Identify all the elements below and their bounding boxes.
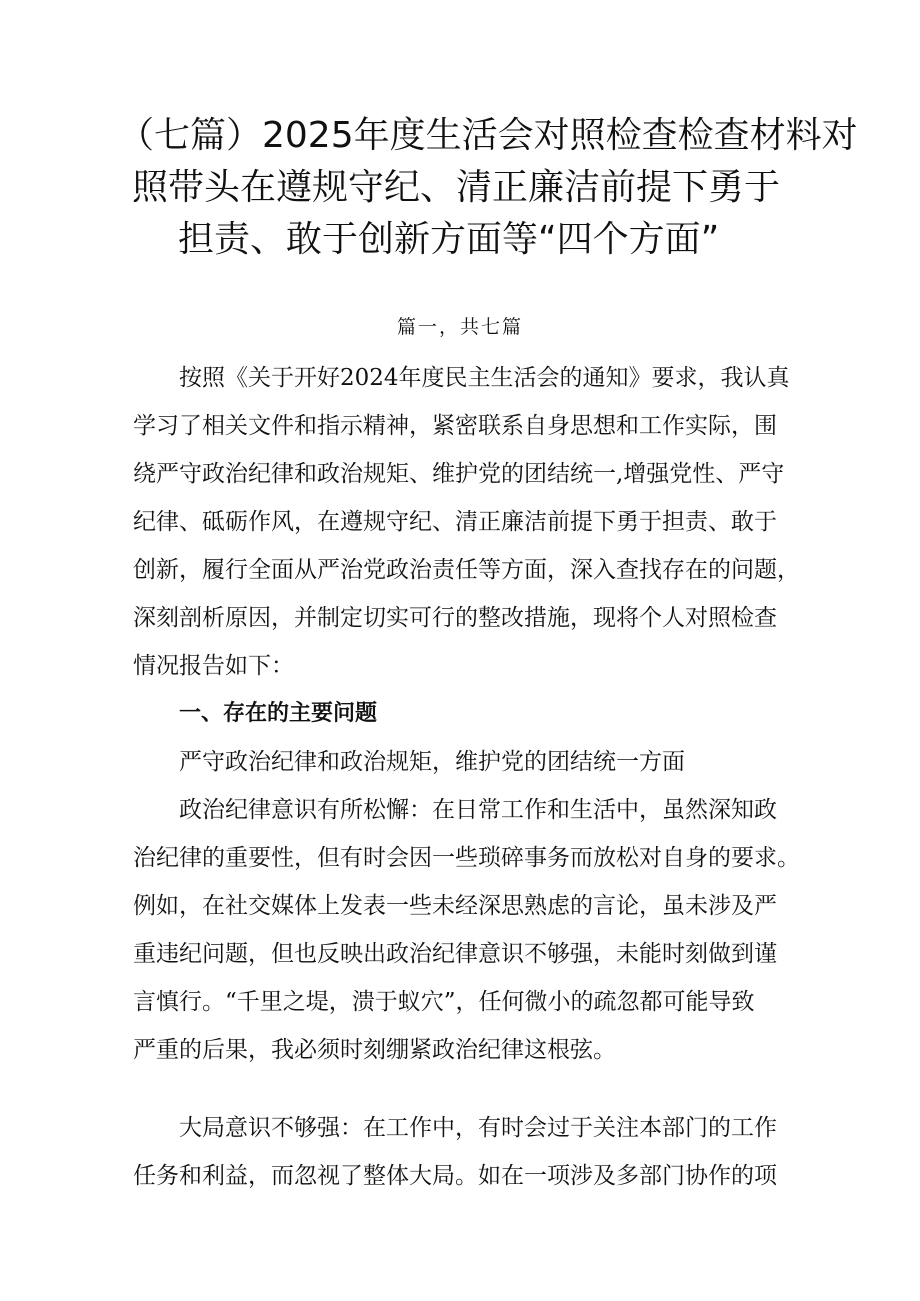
body-paragraph: [133, 1104, 793, 1200]
text-line: 例如，在社交媒体上发表一些未经深思熟虑的言论，虽未涉及严: [133, 893, 777, 919]
body-paragraph: [133, 786, 800, 1074]
text-line: 言慎行。“千里之堤，溃于蚁穴”，任何微小的疏忽都可能导致: [133, 989, 755, 1015]
text-line: 纪律、砥砺作风，在遵规守纪、清正廉洁前提下勇于担责、敢于: [133, 509, 777, 535]
title-line: 照带头在遵规守纪、清正廉洁前提下勇于: [132, 167, 781, 208]
text-line: 创新，履行全面从严治党政治责任等方面，深入查找存在的问题，: [133, 557, 800, 583]
document-subtitle: 篇一，共七篇: [396, 316, 523, 338]
title-line: 担责、敢于创新方面等“四个方面”: [178, 219, 720, 260]
intro-paragraph: [133, 354, 800, 690]
text-line: 按照《关于开好2024年度民主生活会的通知》要求，我认真: [179, 365, 790, 391]
text-line: 学习了相关文件和指示精神，紧密联系自身思想和工作实际，围: [133, 413, 777, 439]
text-line: 大局意识不够强：在工作中，有时会过于关注本部门的工作: [179, 1115, 777, 1141]
section-heading: 一、存在的主要问题: [179, 701, 378, 726]
paragraph-spacer: [133, 1074, 793, 1104]
text-line: 任务和利益，而忽视了整体大局。如在一项涉及多部门协作的项: [133, 1163, 777, 1189]
text-line: 治纪律的重要性，但有时会因一些琐碎事务而放松对自身的要求。: [133, 845, 800, 871]
document-body: [133, 354, 800, 1200]
text-line: 严重的后果，我必须时刻绷紧政治纪律这根弦。: [133, 1037, 616, 1063]
subsection-heading: 严守政治纪律和政治规矩，维护党的团结统一方面: [179, 749, 685, 775]
text-line: 情况报告如下：: [133, 653, 294, 679]
document-title: [118, 110, 858, 266]
text-line: 深刻剖析原因，并制定切实可行的整改措施，现将个人对照检查: [133, 605, 777, 631]
text-line: 绕严守政治纪律和政治规矩、维护党的团结统一,增强党性、严守: [133, 461, 785, 487]
text-line: 重违纪问题，但也反映出政治纪律意识不够强，未能时刻做到谨: [133, 941, 777, 967]
text-line: 政治纪律意识有所松懈：在日常工作和生活中，虽然深知政: [179, 797, 777, 823]
title-line: （七篇）2025年度生活会对照检查检查材料对: [118, 115, 858, 156]
